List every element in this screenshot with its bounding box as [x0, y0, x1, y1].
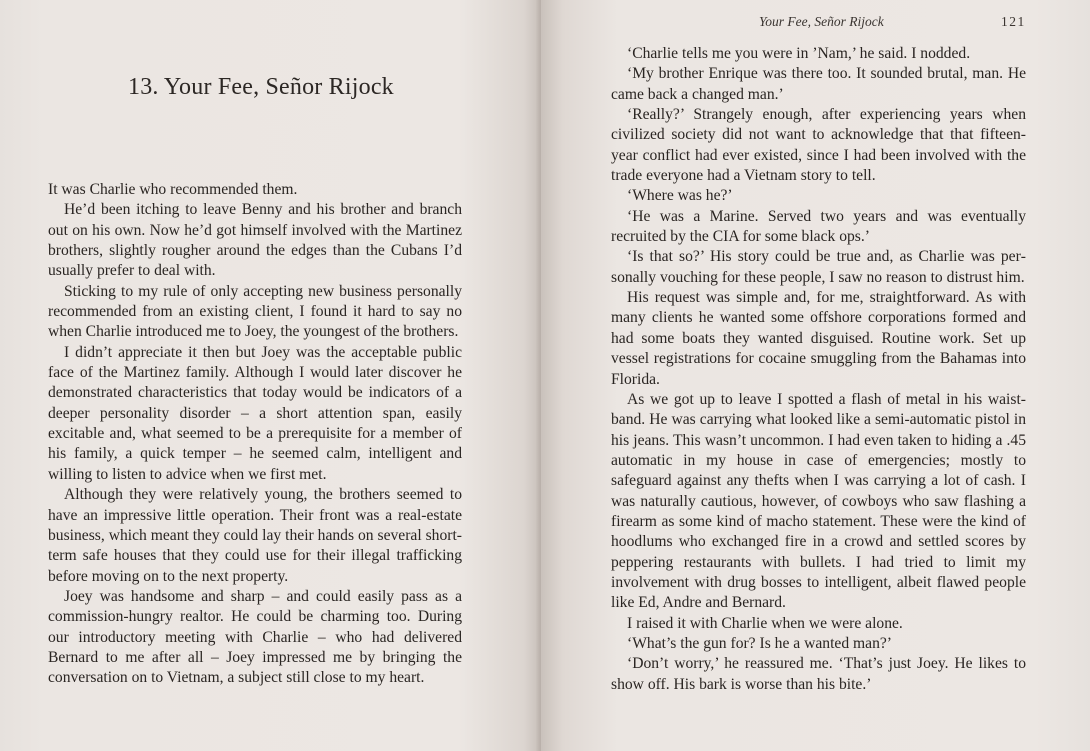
paragraph: I raised it with Charlie when we were alone. — [627, 614, 903, 632]
left-page-text — [48, 180, 462, 689]
paragraph: As we got up to leave I spotted a flash of metal in his waistband. He was carrying what looked like a semi-automatic pistol in his jeans. This wasn’t uncommon. I had even taken to hiding a .45 automatic in my house in case of emergencies; mostly to safeguard against any thefts when I was carrying a lot of cash. I was naturally cautious, however, of cowboys who saw flashing a firearm as some kind of macho statement. These were the kind of hoodlums who exchanged fire in a crowd and settled scores by peppering restaurants with bullets. I had tried to limit my involvement with drug bosses to intelligent, albeit flawed people like Ed, Andre and Bernard. — [611, 390, 1026, 612]
right-page — [541, 0, 1090, 751]
page-number: 121 — [1001, 14, 1026, 29]
chapter-title: 13. Your Fee, Señor Rijock — [128, 74, 394, 100]
paragraph: He’d been itching to leave Benny and his brother and branch out on his own. Now he’d got himself involved with the Martinez brothers, slightly rougher around the edges than the Cubans I’d usually prefer to deal with. — [48, 201, 462, 280]
paragraph: ‘Is that so?’ His story could be true and, as Charlie was personally vouching for these people, I saw no reason to distrust him. — [611, 248, 1026, 286]
paragraph: ‘Where was he?’ — [627, 187, 733, 205]
left-page — [0, 0, 540, 751]
paragraph: Although they were relatively young, the brothers seemed to have an impressive little operation. Their front was a real-estate business, which meant they could lay their hands on several short-term safe houses that they could use for their illegal trafficking before moving on to the next property. — [48, 486, 462, 585]
right-page-text — [611, 44, 1026, 695]
paragraph: His request was simple and, for me, straightforward. As with many clients he wanted some offshore corporations formed and had some boats they wanted disguised. Routine work. Set up vessel registrations for cocaine smuggling from the Bahamas into Florida. — [611, 289, 1026, 388]
paragraph: ‘What’s the gun for? Is he a wanted man?’ — [627, 634, 892, 652]
paragraph: Sticking to my rule of only accepting new business personally recommended from an existing client, I found it hard to say no when Charlie introduced me to Joey, the youngest of the brothers. — [48, 282, 462, 341]
paragraph: I didn’t appreciate it then but Joey was the acceptable public face of the Martinez family. Although I would later discover he demonstrated characteristics that today would be indicators of a deeper personality disorder – a short attention span, easily excitable and, what seemed to be a prerequisite for a member of his family, a quick temper – he seemed calm, intelligent and willing to listen to advice when we first met. — [48, 343, 462, 483]
paragraph: ‘He was a Marine. Served two years and was eventually recruited by the CIA for some black ops.’ — [611, 207, 1026, 246]
paragraph: ‘Charlie tells me you were in ’Nam,’ he said. I nodded. — [627, 45, 971, 62]
paragraph: ‘My brother Enrique was there too. It sounded brutal, man. He came back a changed man.’ — [611, 65, 1026, 103]
running-head-title: Your Fee, Señor Rijock — [759, 14, 884, 29]
paragraph: ‘Don’t worry,’ he reassured me. ‘That’s just Joey. He likes to show off. His bark is worse than his bite.’ — [611, 655, 1026, 693]
paragraph: It was Charlie who recommended them. — [48, 181, 298, 198]
paragraph: Joey was handsome and sharp – and could easily pass as a commission-hungry realtor. He could be charming too. During our introductory meeting with Charlie – who had delivered Bernard to me after all – Joey impressed me by bringing the conversation on to Vietnam, a subject still close to my heart. — [48, 587, 462, 687]
paragraph: ‘Really?’ Strangely enough, after experiencing years when civilized society did not want to acknowledge that that fifteen-year conflict had ever existed, since I had been involved with the trade everyone had a Vietnam story to tell. — [611, 106, 1026, 185]
